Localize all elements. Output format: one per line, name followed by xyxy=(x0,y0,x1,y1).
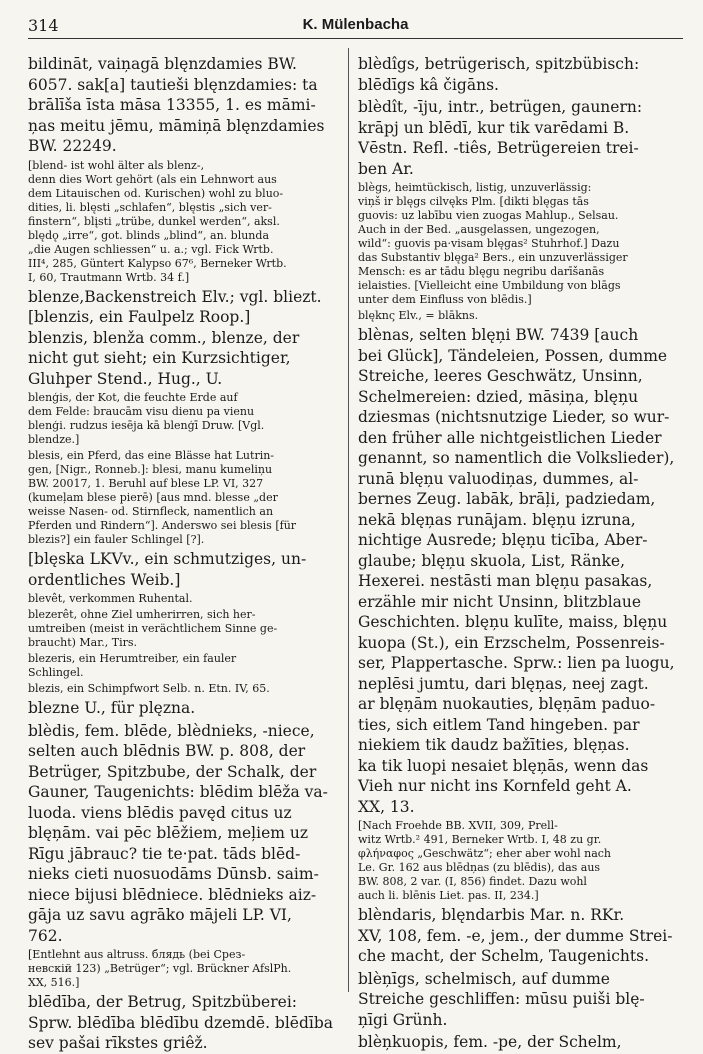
entry-line: das Substantiv blęga² Bers., ein unzuverlässiger xyxy=(358,251,628,264)
entry-line: Gauner, Taugenichts: blēdim blēža va- xyxy=(28,783,328,801)
dictionary-entry xyxy=(28,287,338,390)
entry-line: krāpj un blēdī, kur tik varēdami B. xyxy=(358,118,630,137)
dictionary-entry xyxy=(28,608,338,650)
dictionary-entry xyxy=(28,391,338,447)
entry-line: Auch in der Bed. „ausgelassen, ungezogen, xyxy=(358,223,600,236)
entry-line: nieks cieti nuosuodāms Dūnsb. saim- xyxy=(28,865,319,883)
entry-line: blèdîgs, betrügerisch, spitzbübisch: xyxy=(358,55,640,73)
entry-line: auch li. blēnis Liet. pas. II, 234.] xyxy=(358,889,539,902)
entry-line: blenze,Backenstreich Elv.; vgl. bliezt. xyxy=(28,287,322,306)
entry-line: 6057. sak[a] tautieši blęnzdamies: ta xyxy=(28,75,318,94)
entry-line: bei Glück], Tändeleien, Possen, dumme xyxy=(358,346,668,365)
dictionary-entry xyxy=(28,54,338,157)
entry-line: ņas meitu jēmu, māmiņā blęnzdamies xyxy=(28,116,325,135)
entry-line: blesis, ein Pferd, das eine Blässe hat Lutrin- xyxy=(28,449,275,462)
entry-line: dziesmas (nichtsnutzige Lieder, so wur- xyxy=(358,408,670,426)
entry-line: blęņām. vai pēc blēžiem, meļiem uz xyxy=(28,824,309,842)
entry-line: Hexerei. nestāsti man blęņu pasakas, xyxy=(358,572,653,590)
entry-line: Gluhper Stend., Hug., U. xyxy=(28,369,223,388)
dictionary-entry xyxy=(28,652,338,680)
left-column xyxy=(28,54,338,1054)
entry-line: „die Augen schliessen“ u. a.; vgl. Fick Wrtb. xyxy=(28,242,274,256)
page-header xyxy=(28,14,683,39)
entry-line: [blęska LKVv., ein schmutziges, un- xyxy=(28,550,307,568)
entry-line: dem Litauischen od. Kurischen) wohl zu bluo- xyxy=(28,186,284,200)
entry-line: blendze.] xyxy=(28,433,80,446)
entry-line: (kumeļam blese pierē) [aus mnd. blesse „der xyxy=(28,491,278,504)
dictionary-entry xyxy=(358,309,688,323)
dictionary-entry xyxy=(28,159,338,285)
entry-line: che macht, der Schelm, Taugenichts. xyxy=(358,947,650,965)
entry-line: nekā blęņas runājam. blęņu izruna, xyxy=(358,510,636,529)
entry-line: niece bijusi blēdniece. blēdnieks aiz- xyxy=(28,885,317,904)
column-divider xyxy=(348,48,349,992)
entry-line: denn dies Wort gehört (als ein Lehnwort aus xyxy=(28,172,277,186)
entry-line: blēdīgs kâ čigāns. xyxy=(358,75,499,94)
entry-line: gāja uz savu agrāko mājeli LP. VI, xyxy=(28,906,292,924)
dictionary-entry xyxy=(28,682,338,696)
entry-line: brālīša īsta māsa 13355, 1. es māmi- xyxy=(28,96,316,114)
entry-line: ben Ar. xyxy=(358,159,414,178)
entry-line: blèņkuopis, fem. -pe, der Schelm, xyxy=(358,1033,622,1051)
entry-line: blezerêt, ohne Ziel umherirren, sich her- xyxy=(28,608,256,621)
entry-line: braucht) Mar., Tirs. xyxy=(28,636,138,649)
entry-line: Pferden und Rindern“]. Anderswo sei blesis [für xyxy=(28,519,297,532)
entry-line: III⁴, 285, Güntert Kalypso 67⁶, Berneker Wrtb. xyxy=(28,256,287,270)
dictionary-entry xyxy=(28,992,338,1054)
entry-line: Vēstn. Refl. -tiês, Betrügereien trei- xyxy=(358,139,639,157)
entry-line: nichtige Ausrede; blęņu ticība, Aber- xyxy=(358,531,648,549)
entry-line: blenģis, der Kot, die feuchte Erde auf xyxy=(28,391,238,404)
entry-line: blenģi. rudzus iesēja kā blenģī Druw. [Vgl. xyxy=(28,419,265,432)
entry-line: umtreiben (meist in verächtlichem Sinne ge- xyxy=(28,622,278,635)
entry-line: witz Wrtb.² 491, Berneker Wrtb. I, 48 zu gr. xyxy=(358,833,602,846)
dictionary-entry xyxy=(358,181,688,307)
entry-line: XX, 13. xyxy=(358,797,415,816)
entry-line: blenzis, blenža comm., blenze, der xyxy=(28,328,300,347)
entry-line: [blend- ist wohl älter als blenz-, xyxy=(28,158,205,172)
entry-line: dities, li. blęsti „schlafen“, blęstis „sich ver- xyxy=(28,200,272,214)
entry-line: Schelmereien: dzied, māsiņa, blęņu xyxy=(358,387,639,406)
entry-line: blęknς Elv., = blākns. xyxy=(358,309,479,322)
entry-line: blevêt, verkommen Ruhental. xyxy=(28,592,193,605)
entry-line: ar blęņām nuokauties, blęņām paduo- xyxy=(358,695,656,713)
entry-line: blēdība, der Betrug, Spitzbüberei: xyxy=(28,993,297,1011)
entry-line: blezne U., für plęzna. xyxy=(28,699,196,717)
entry-line: sev pašai rīkstes griêž. xyxy=(28,1034,208,1052)
entry-line: φλήναφος „Geschwätz“; eher aber wohl nach xyxy=(358,847,612,860)
entry-line: ties, sich eitlem Tand hingeben. par xyxy=(358,715,640,734)
entry-line: blègs, heimtückisch, listig, unzuverlässig: xyxy=(358,181,592,194)
entry-line: Betrüger, Spitzbube, der Schalk, der xyxy=(28,762,317,781)
dictionary-entry xyxy=(358,905,688,967)
entry-line: ser, Plappertasche. Sprw.: lien pa luogu, xyxy=(358,654,675,672)
entry-line: ielaisties. [Vielleicht eine Umbildung von blāgs xyxy=(358,279,621,292)
dictionary-entry xyxy=(358,54,688,95)
entry-line: glaube; blęņu skuola, List, Ränke, xyxy=(358,551,626,570)
entry-line: Le. Gr. 162 aus blēdņas (zu blēdis), das aus xyxy=(358,861,601,874)
entry-line: BW. 808, 2 var. (I, 856) findet. Dazu wohl xyxy=(358,875,587,888)
entry-line: neplēsi jumtu, dari blęņas, neej zagt. xyxy=(358,674,649,693)
entry-line: runā blęņu valuodiņas, dummes, al- xyxy=(358,469,639,488)
entry-line: unter dem Einfluss von blēdis.] xyxy=(358,293,532,306)
entry-line: Streiche geschliffen: mūsu puiši blę- xyxy=(358,990,645,1008)
entry-line: bernes Zeug. labāk, brāļi, padziedam, xyxy=(358,490,656,508)
entry-line: guovis: uz labību vien zuogas Mahlup., Selsau. xyxy=(358,209,619,222)
entry-line: den früher alle nichtgeistlichen Lieder xyxy=(358,428,662,447)
entry-line: ordentliches Weib.] xyxy=(28,570,181,589)
entry-line: finstern“, blįsti „trübe, dunkel werden“, aksl. xyxy=(28,214,280,228)
entry-line: ka tik luopi nesaiet blęņās, wenn das xyxy=(358,756,649,775)
dictionary-entry xyxy=(28,592,338,606)
entry-line: Streiche, leeres Geschwätz, Unsinn, xyxy=(358,367,643,385)
dictionary-entry xyxy=(358,969,688,1031)
dictionary-entry xyxy=(28,549,338,590)
dictionary-entry xyxy=(358,97,688,179)
entry-line: selten auch blēdnis BW. p. 808, der xyxy=(28,742,306,760)
entry-line: BW. 20017, 1. Beruhl auf blese LP. VI, 327 xyxy=(28,477,264,490)
entry-line: weisse Nasen- od. Stirnfleck, namentlich an xyxy=(28,505,274,518)
dictionary-entry xyxy=(358,325,688,817)
entry-line: XV, 108, fem. -e, jem., der dumme Strei- xyxy=(358,926,673,945)
entry-line: BW. 22249. xyxy=(28,137,117,155)
right-column xyxy=(358,54,688,1053)
entry-line: blezis, ein Schimpfwort Selb. n. Etn. IV, 65. xyxy=(28,682,270,695)
entry-line: [Nach Froehde BB. XVII, 309, Prell- xyxy=(358,819,558,832)
entry-line: wild“: guovis pa·visam blęgas² Stuhrhof.] Dazu xyxy=(358,237,620,250)
entry-line: gen, [Nigr., Ronneb.]: blesi, manu kumeliņu xyxy=(28,463,273,476)
entry-line: Sprw. blēdība blēdību dzemdē. blēdība xyxy=(28,1013,334,1032)
entry-line: viņš ir blęgs cilvęks Plm. [dikti blęgas tās xyxy=(358,195,589,208)
entry-line: blènas, selten blęņi BW. 7439 [auch xyxy=(358,326,639,344)
dictionary-entry xyxy=(28,698,338,719)
dictionary-entry xyxy=(28,948,338,990)
entry-line: dem Felde: braucām visu dienu pa vienu xyxy=(28,405,255,418)
entry-line: Geschichten. blęņu kulīte, maiss, blęņu xyxy=(358,613,668,631)
entry-line: blèdît, -īju, intr., betrügen, gaunern: xyxy=(358,98,643,116)
entry-line: Rīgu jābrauc? tie te·pat. tāds blēd- xyxy=(28,844,301,863)
dictionary-entry xyxy=(358,819,688,903)
entry-line: blezis?] ein fauler Schlingel [?]. xyxy=(28,533,205,546)
entry-line: nicht gut sieht; ein Kurzsichtiger, xyxy=(28,349,291,367)
entry-line: 762. xyxy=(28,926,63,945)
entry-line: [Entlehnt aus altruss. блядь (bei Срез- xyxy=(28,948,246,961)
entry-line: kuopa (St.), ein Erzschelm, Possenreis- xyxy=(358,633,665,652)
entry-line: blędǫ „irre“, got. blinds „blind“, an. blunda xyxy=(28,228,269,242)
entry-line: XX, 516.] xyxy=(28,976,80,989)
entry-line: niekiem tik daudz bažīties, blęņas. xyxy=(358,736,630,754)
entry-line: genannt, so namentlich die Volkslieder), xyxy=(358,449,675,467)
dictionary-entry xyxy=(28,449,338,547)
entry-line: blèndaris, blęndarbis Mar. n. RKr. xyxy=(358,906,625,924)
dictionary-entry xyxy=(358,1032,688,1053)
running-head: K. Mülenbacha xyxy=(302,16,409,33)
entry-line: Mensch: es ar tādu blęgu negribu darīšanās xyxy=(358,265,605,278)
entry-line: blèdis, fem. blēde, blèdnieks, -niece, xyxy=(28,721,315,740)
entry-line: невскій 123) „Betrüger“; vgl. Brückner AfslPh. xyxy=(28,962,292,975)
entry-line: blèņīgs, schelmisch, auf dumme xyxy=(358,969,610,988)
entry-line: blezeris, ein Herumtreiber, ein fauler xyxy=(28,652,237,665)
entry-line: luoda. viens blēdis pavęd citus uz xyxy=(28,803,292,822)
entry-line: bildināt, vaiņagā blęnzdamies BW. xyxy=(28,55,297,73)
entry-line: erzähle mir nicht Unsinn, blitzblaue xyxy=(358,592,642,611)
dictionary-entry xyxy=(28,721,338,947)
page-number: 314 xyxy=(28,16,59,35)
entry-line: Schlingel. xyxy=(28,666,84,679)
entry-line: Vieh nur nicht ins Kornfeld geht A. xyxy=(358,777,632,795)
entry-line: I, 60, Trautmann Wrtb. 34 f.] xyxy=(28,270,190,284)
entry-line: [blenzis, ein Faulpelz Roop.] xyxy=(28,308,251,326)
entry-line: ņīgi Grünh. xyxy=(358,1010,448,1029)
